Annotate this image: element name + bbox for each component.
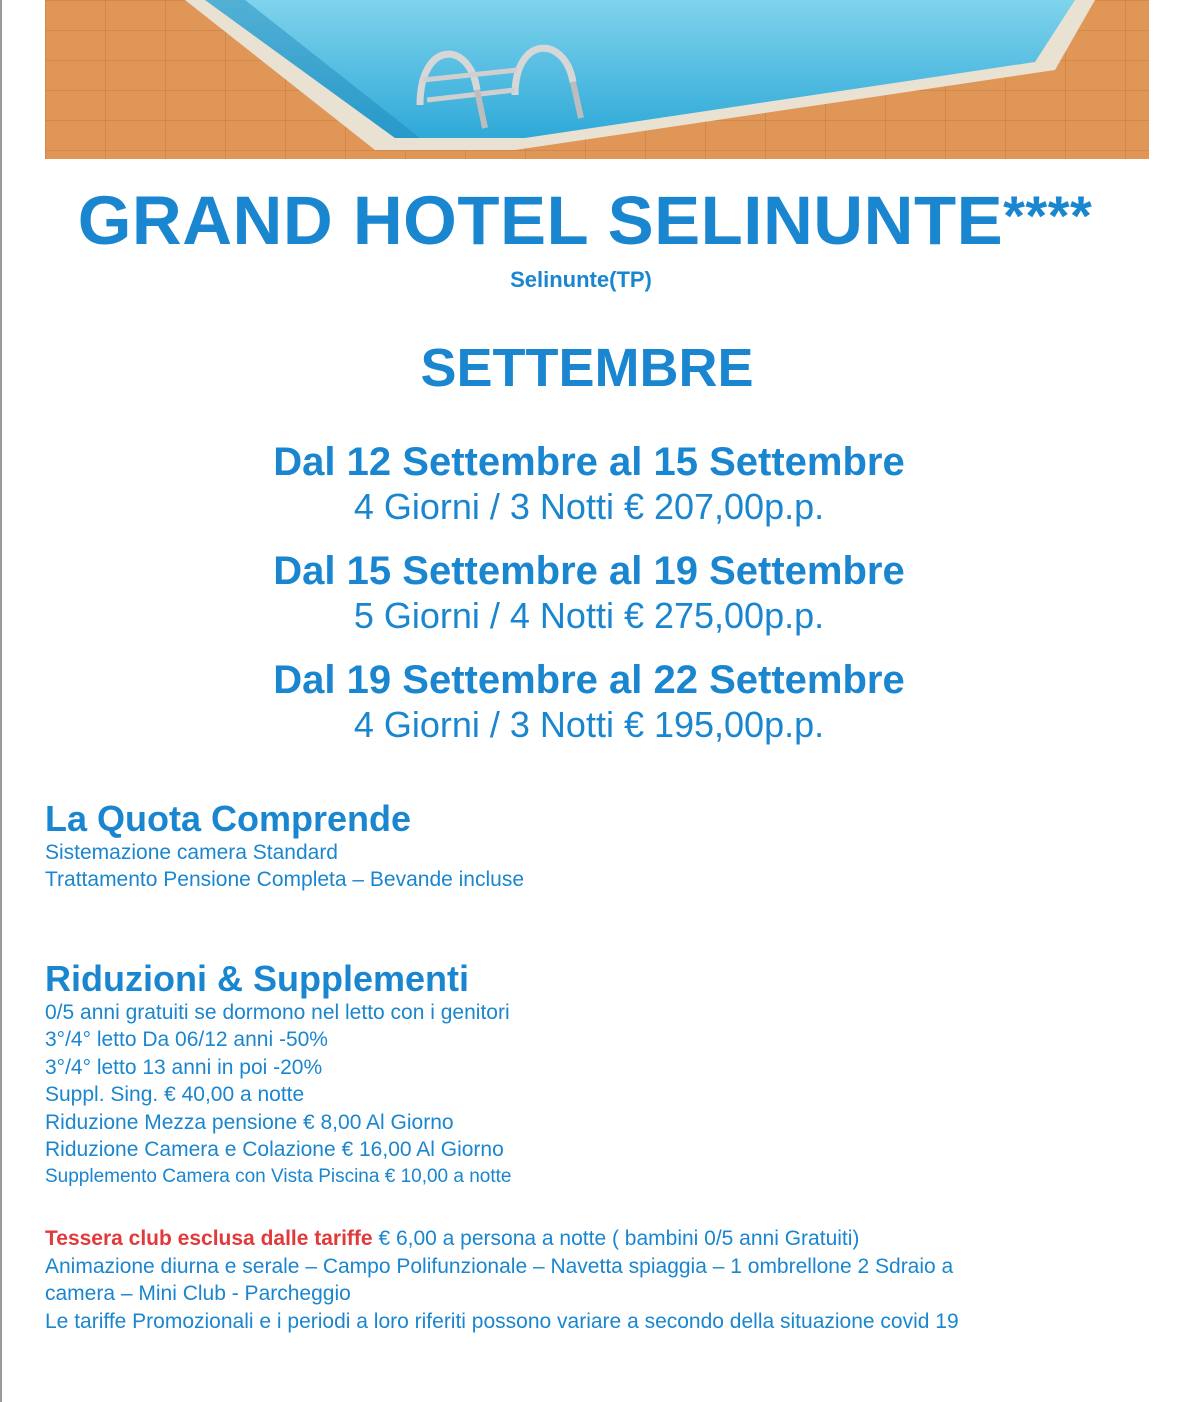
period-3 — [0, 657, 1178, 747]
period-price: 4 Giorni / 3 Notti € 207,00p.p. — [353, 486, 825, 527]
hotel-pool-photo — [45, 0, 1149, 159]
reductions-item: Riduzione Camera e Colazione € 16,00 Al Giorno — [45, 1138, 504, 1162]
month-heading: SETTEMBRE — [420, 338, 754, 398]
period-price: 4 Giorni / 3 Notti € 195,00p.p. — [353, 704, 825, 745]
period-dates: Dal 12 Settembre al 15 Settembre — [273, 440, 905, 484]
reductions-section — [45, 959, 1155, 1191]
reductions-item: 0/5 anni gratuiti se dormono nel letto con i genitori — [45, 1001, 510, 1024]
includes-item: Sistemazione camera Standard — [45, 841, 338, 864]
includes-item: Trattamento Pensione Completa – Bevande incluse — [45, 868, 525, 892]
hotel-stars: **** — [1003, 184, 1093, 247]
disclaimer: Le tariffe Promozionali e i periodi a loro riferiti possono variare a secondo della situazione covid 19 — [45, 1309, 959, 1333]
reductions-item: 3°/4° letto 13 anni in poi -20% — [45, 1055, 323, 1079]
hotel-title — [0, 182, 1170, 259]
reductions-item: Suppl. Sing. € 40,00 a notte — [45, 1083, 305, 1107]
includes-section — [45, 799, 1155, 894]
club-fee-line — [45, 1225, 1155, 1253]
period-1 — [0, 439, 1178, 529]
hotel-location: Selinunte(TP) — [510, 267, 652, 292]
reductions-item: Supplemento Camera con Vista Piscina € 10,00 a notte — [45, 1166, 512, 1188]
hotel-name: GRAND HOTEL SELINUNTE — [77, 182, 1004, 259]
reductions-item: 3°/4° letto Da 06/12 anni -50% — [45, 1028, 328, 1052]
period-dates: Dal 15 Settembre al 19 Settembre — [273, 549, 905, 593]
includes-heading: La Quota Comprende — [45, 798, 412, 839]
period-price: 5 Giorni / 4 Notti € 275,00p.p. — [353, 595, 825, 636]
club-fee-label: Tessera club esclusa dalle tariffe — [45, 1227, 373, 1250]
period-dates: Dal 19 Settembre al 22 Settembre — [273, 658, 905, 702]
services-line: camera – Mini Club - Parcheggio — [45, 1282, 351, 1305]
reductions-item: Riduzione Mezza pensione € 8,00 Al Giorno — [45, 1110, 454, 1134]
club-fee-text: € 6,00 a persona a notte ( bambini 0/5 anni Gratuiti) — [372, 1227, 860, 1250]
notes-section — [45, 1225, 1155, 1335]
reductions-heading: Riduzioni & Supplementi — [45, 958, 469, 999]
services-line: Animazione diurna e serale – Campo Polifunzionale – Navetta spiaggia – 1 ombrellone 2 Sdraio a — [45, 1254, 954, 1278]
period-2 — [0, 548, 1178, 638]
